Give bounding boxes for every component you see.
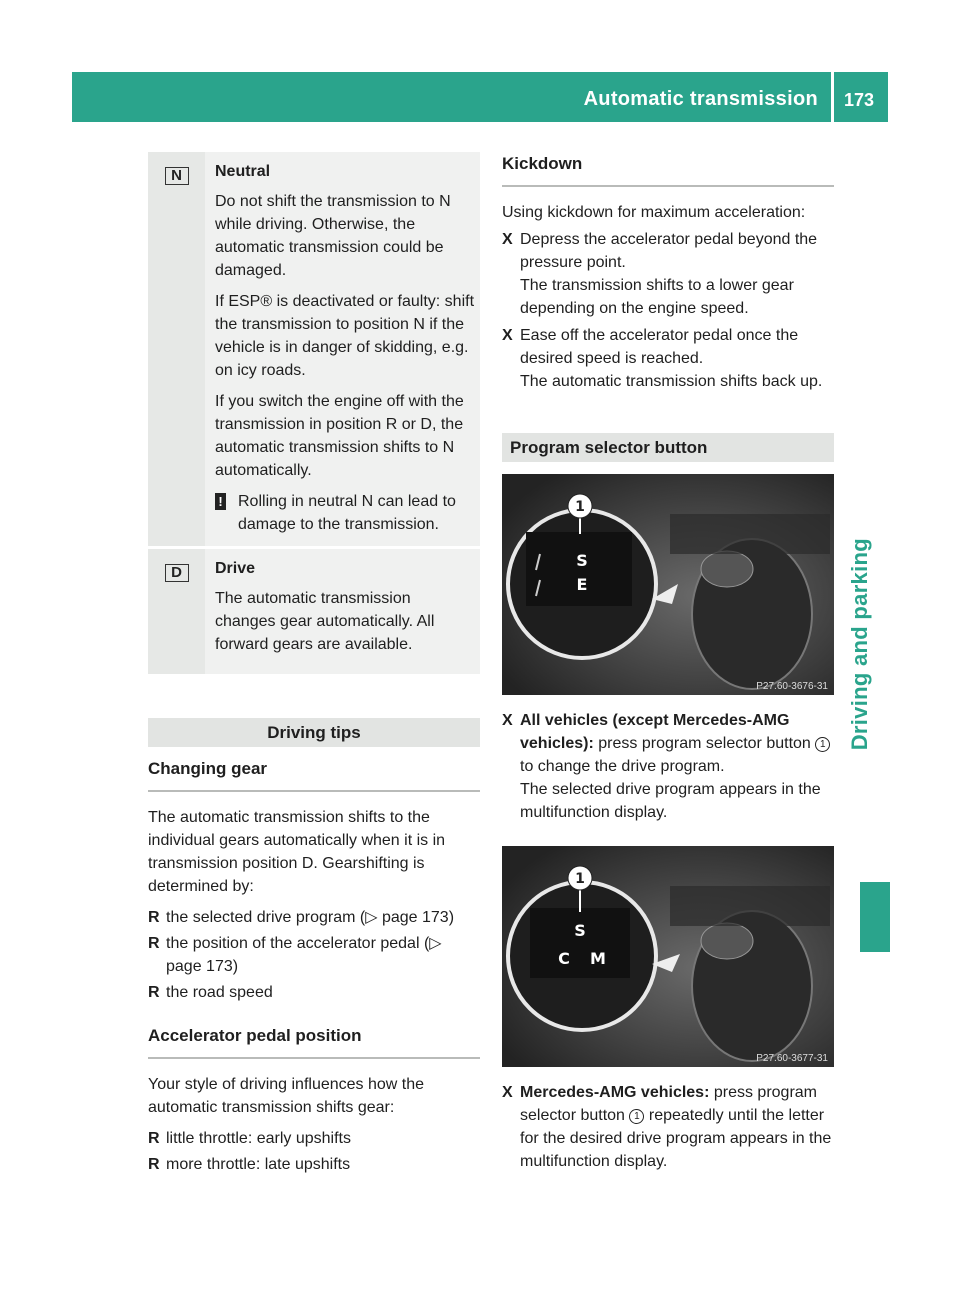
- gear-title: Drive: [215, 560, 256, 577]
- body-text: Your style of driving influences how the automatic transmission shifts gear:: [148, 1076, 425, 1116]
- left-column: [148, 152, 480, 1176]
- page-header: [72, 72, 888, 122]
- symbol-m: M: [590, 949, 606, 968]
- image-reference: P27.60-3677-31: [756, 1053, 828, 1064]
- subheading-changing-gear: Changing gear: [148, 757, 480, 792]
- subheading-accelerator: Accelerator pedal position: [148, 1024, 480, 1059]
- gear-text: If you switch the engine off with the transmission in position R or D, the automatic transmission shifts to N automatically.: [215, 393, 464, 479]
- gear-table: [148, 152, 480, 674]
- step-item: X Mercedes-AMG vehicles: press program selector button 1 repeatedly until the letter for the desired drive program appears in the multifunction display.: [502, 1084, 832, 1170]
- page-number: 173: [843, 90, 874, 110]
- photo-program-selector-1: [502, 474, 834, 695]
- body-text: Using kickdown for maximum acceleration:: [502, 204, 806, 221]
- image-reference: P27.60-3676-31: [756, 681, 828, 692]
- list-item: R little throttle: early upshifts: [148, 1130, 351, 1147]
- header-separator: [831, 72, 834, 122]
- callout-1-icon: 1: [629, 1109, 644, 1124]
- list-item: R the road speed: [148, 984, 273, 1001]
- side-marker: [860, 882, 890, 952]
- step-item: X Ease off the accelerator pedal once the desired speed is reached. The automatic transmission shifts back up.: [502, 327, 823, 390]
- subheading-kickdown: Kickdown: [502, 152, 834, 187]
- body-text: The automatic transmission shifts to the individual gears automatically when it is in transmission position D. Gearshifting is determined by:: [148, 809, 446, 895]
- symbol-e: E: [576, 575, 588, 594]
- photo-program-selector-2: [502, 846, 834, 1067]
- callout-1-icon: 1: [815, 737, 830, 752]
- gear-row-drive: [148, 549, 480, 674]
- header-title: Automatic transmission: [583, 88, 818, 110]
- warning-icon: !: [215, 493, 226, 510]
- gear-d-icon: D: [165, 564, 189, 582]
- callout-number: 1: [575, 871, 585, 887]
- gear-text: If ESP® is deactivated or faulty: shift the transmission to position N if the vehicle is in danger of skidding, e.g. on icy roads.: [215, 293, 475, 379]
- list-item: R the selected drive program (▷ page 173): [148, 909, 455, 926]
- symbol-s: S: [574, 921, 586, 940]
- list-item: R the position of the accelerator pedal (▷ page 173): [148, 935, 442, 975]
- side-chapter-title: Driving and parking: [847, 538, 872, 751]
- section-heading-program-selector: Program selector button: [502, 433, 834, 462]
- console-illustration: [502, 846, 834, 1067]
- list-item: R more throttle: late upshifts: [148, 1156, 351, 1173]
- gear-text: Do not shift the transmission to N while driving. Otherwise, the automatic transmission could be damaged.: [215, 193, 451, 279]
- callout-number: 1: [575, 499, 585, 515]
- side-tab: [840, 122, 888, 1250]
- step-item: X All vehicles (except Mercedes-AMG vehicles): press program selector button 1 to change the drive program. The selected drive program appears in the multifunction display.: [502, 709, 834, 824]
- warning-note: [215, 490, 474, 536]
- gear-row-neutral: [148, 152, 480, 546]
- symbol-c: C: [558, 949, 570, 968]
- section-heading-driving-tips: Driving tips: [148, 718, 480, 747]
- symbol-s: S: [576, 551, 588, 570]
- gear-title: Neutral: [215, 163, 271, 180]
- warning-text: Rolling in neutral N can lead to damage to the transmission.: [238, 493, 456, 533]
- right-column: [502, 152, 834, 1173]
- gear-n-icon: N: [165, 167, 189, 185]
- step-item: X Depress the accelerator pedal beyond the pressure point. The transmission shifts to a lower gear depending on the engine speed.: [502, 231, 818, 317]
- console-illustration: [502, 474, 834, 695]
- gear-text: The automatic transmission changes gear automatically. All forward gears are available.: [215, 590, 435, 653]
